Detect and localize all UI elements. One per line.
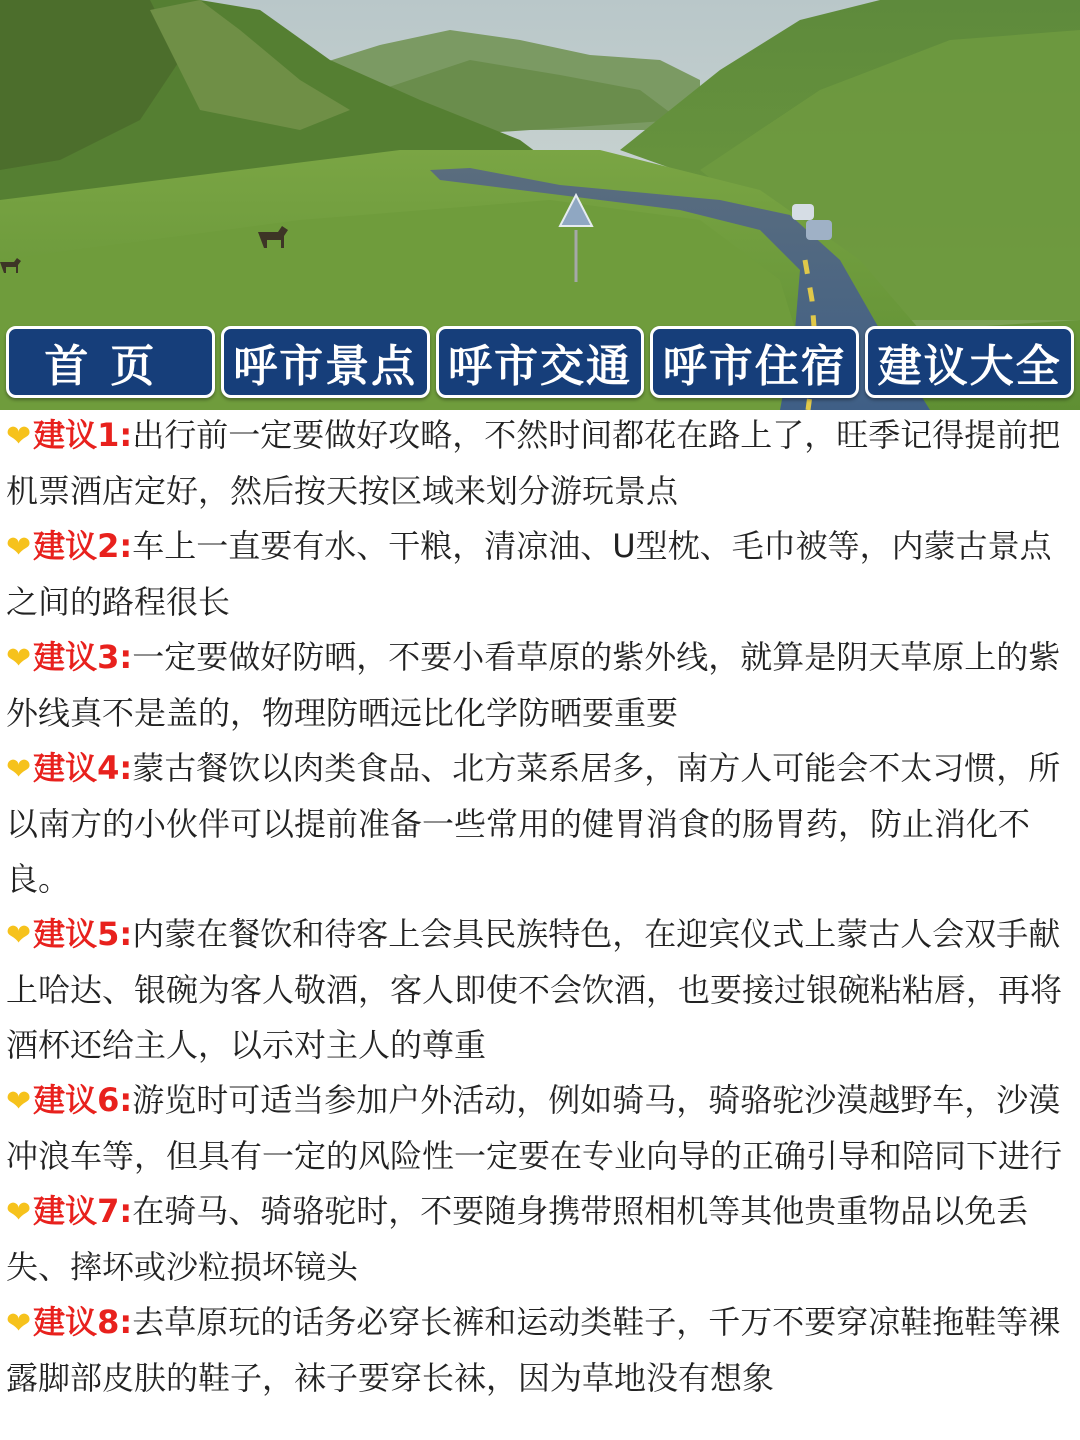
- tip-item: [6, 408, 1072, 519]
- yellow-heart-icon: ❤: [6, 1195, 32, 1230]
- tip-item: [6, 1073, 1072, 1184]
- yellow-heart-icon: ❤: [6, 530, 32, 565]
- tips-list: [6, 408, 1072, 1440]
- tip-label: 建议1:: [33, 416, 133, 454]
- tip-text: 出行前一定要做好攻略，不然时间都花在路上了，旺季记得提前把机票酒店定好，然后按天按区域来划分游玩景点: [6, 416, 1061, 510]
- tip-text: 一定要做好防晒，不要小看草原的紫外线，就算是阴天草原上的紫外线真不是盖的，物理防晒远比化学防晒要重要: [6, 638, 1061, 732]
- tip-item: [6, 907, 1072, 1073]
- tip-text: 游览时可适当参加户外活动，例如骑马，骑骆驼沙漠越野车，沙漠冲浪车等，但具有一定的风险性一定要在专业向导的正确引导和陪同下进行: [6, 1081, 1063, 1175]
- tip-label: 建议5:: [33, 915, 133, 953]
- tab-all-tips[interactable]: 建议大全: [865, 326, 1074, 398]
- category-nav: [0, 326, 1080, 404]
- yellow-heart-icon: ❤: [6, 1084, 32, 1119]
- tip-item: [6, 519, 1072, 630]
- tip-text: 在骑马、骑骆驼时，不要随身携带照相机等其他贵重物品以免丢失、摔坏或沙粒损坏镜头: [6, 1192, 1029, 1286]
- yellow-heart-icon: ❤: [6, 419, 32, 454]
- tab-hohhot-transport[interactable]: 呼市交通: [436, 326, 645, 398]
- tip-text: 蒙古餐饮以肉类食品、北方菜系居多，南方人可能会不太习惯，所以南方的小伙伴可以提前准备一些常用的健胃消食的肠胃药，防止消化不良。: [6, 749, 1061, 898]
- tip-text: 内蒙在餐饮和待客上会具民族特色，在迎宾仪式上蒙古人会双手献上哈达、银碗为客人敬酒，客人即使不会饮酒，也要接过银碗粘粘唇，再将酒杯还给主人，以示对主人的尊重: [6, 915, 1063, 1064]
- tip-text: 车上一直要有水、干粮，清凉油、U型枕、毛巾被等，内蒙古景点之间的路程很长: [6, 527, 1052, 621]
- tip-label: 建议3:: [33, 638, 133, 676]
- tab-hohhot-accommodation[interactable]: 呼市住宿: [650, 326, 859, 398]
- tip-item: [6, 630, 1072, 741]
- tip-item: [6, 1184, 1072, 1295]
- yellow-heart-icon: ❤: [6, 641, 32, 676]
- tip-label: 建议7:: [33, 1192, 133, 1230]
- tip-label: 建议4:: [33, 749, 133, 787]
- tip-label: 建议8:: [33, 1303, 133, 1341]
- tip-item: [6, 1295, 1072, 1406]
- tip-label: 建议2:: [33, 527, 133, 565]
- yellow-heart-icon: ❤: [6, 1306, 32, 1341]
- tab-home[interactable]: 首页: [6, 326, 215, 398]
- tip-label: 建议6:: [33, 1081, 133, 1119]
- tip-text: 去草原玩的话务必穿长裤和运动类鞋子，千万不要穿凉鞋拖鞋等裸露脚部皮肤的鞋子，袜子要穿长袜，因为草地没有想象: [6, 1303, 1061, 1397]
- yellow-heart-icon: ❤: [6, 752, 32, 787]
- yellow-heart-icon: ❤: [6, 918, 32, 953]
- tip-item: [6, 741, 1072, 907]
- tab-hohhot-attractions[interactable]: 呼市景点: [221, 326, 430, 398]
